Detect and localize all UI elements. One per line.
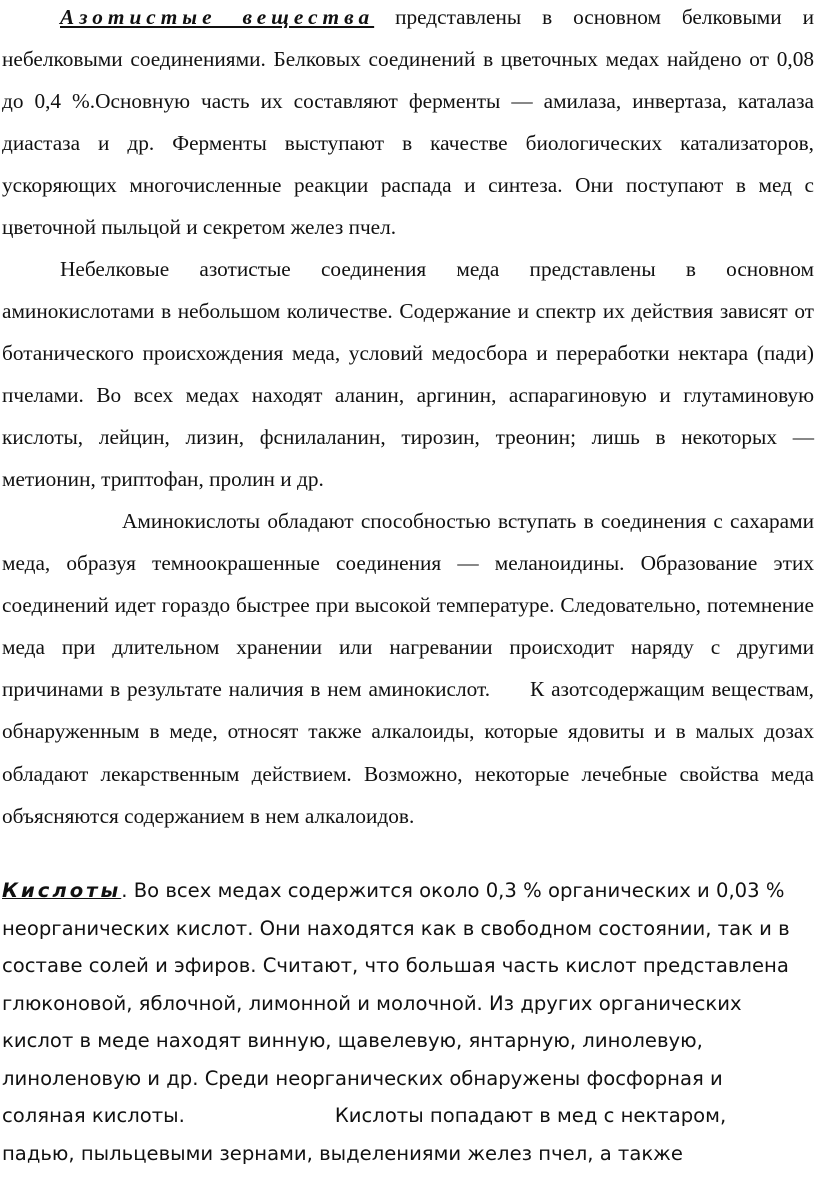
paragraph-non-protein-compounds (0, 248, 816, 501)
paragraph-acids (0, 872, 804, 1172)
paragraph-nitrogen-substances (0, 0, 816, 249)
paragraph-amino-acids (0, 500, 816, 837)
section-heading-nitrogen: Азотистые вещества (60, 5, 375, 29)
paragraph-text: Небелковые азотистые соединения меда представлены в основном аминокислотами в небольшом количестве. Содержание и спектр их действия зависят от ботанического происхождения меда, условий медосбора и переработки нектара (пади) пчелами. Во всех медах находят аланин, аргинин, аспарагиновую и глутаминовую кислоты, лейцин, лизин, фснилаланин, тирозин, треонин; лишь в некоторых — метионин, триптофан, пролин и др. (2, 257, 814, 492)
paragraph-text: К азотсодержащим веществам, обнаруженным в меде, относят также алкалоиды, которые ядовиты и в малых дозах обладают лекарственным действием. Возможно, некоторые лечебные свойства меда объясняются содержанием в нем алкалоидов. (2, 677, 815, 828)
paragraph-text: представлены в основном белковыми и небелковыми соединениями. Белковых соединений в цветочных медах найдено от 0,08 до 0,4 %.Основную часть их составляют ферменты — амилаза, инвертаза, каталаза диастаза и др. Ферменты выступают в качестве биологических катализаторов, ускоряющих многочисленные реакции распада и синтеза. Они поступают в мед с цветочной пыльцой и секретом желез пчел. (2, 5, 814, 240)
paragraph-text: Аминокислоты обладают способностью вступать в соединения с сахарами меда, образуя темноокрашенные соединения — меланоидины. Образование этих соединений идет гораздо быстрее при высокой температуре. Следовательно, потемнение меда при длительном хранении или нагревании происходит наряду с другими причинами в результате наличия в нем аминокислот. (2, 509, 814, 702)
section-heading-acids: Кислоты (2, 879, 122, 902)
paragraph-text: Кислоты попадают в мед с нектаром, падью, пыльцевыми зернами, выделениями желез пчел, а также (2, 1104, 727, 1165)
paragraph-text: . Во всех медах содержится около 0,3 % органических и 0,03 % неорганических кислот. Они находятся как в свободном состоянии, так и в составе солей и эфиров. Считают, что большая часть кислот представлена глюконовой, яблочной, лимонной и молочной. Из других органических кислот в меде находят винную, щавелевую, янтарную, линолевую, линоленовую и др. Среди неорганических обнаружены фосфорная и соляная кислоты. (2, 879, 790, 1127)
